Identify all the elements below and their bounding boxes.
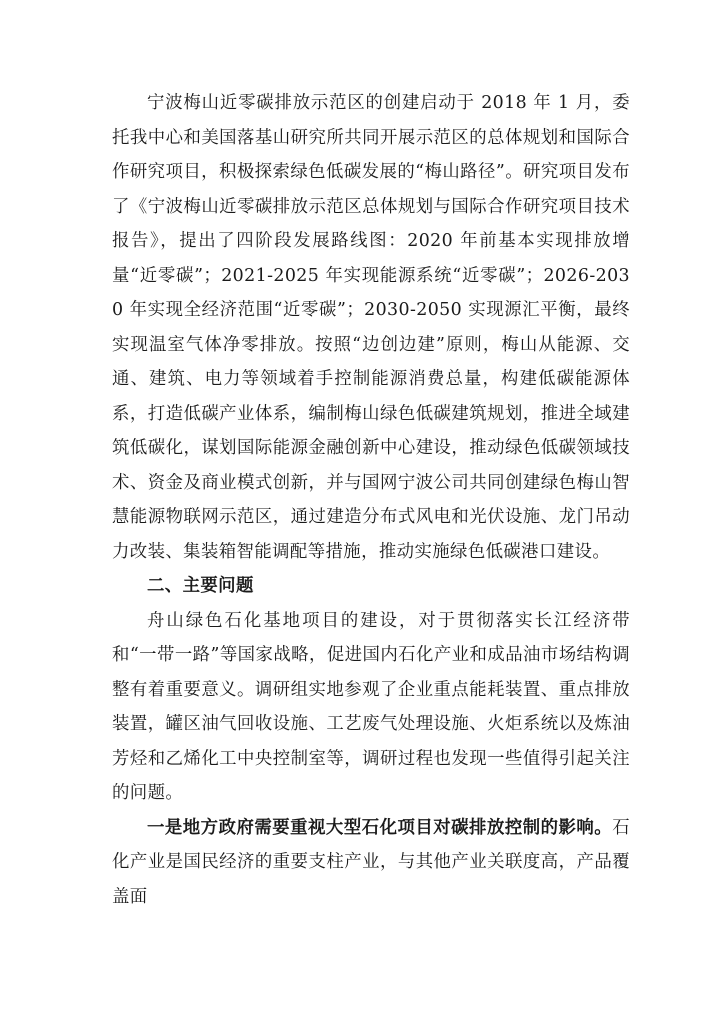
first-issue-body: 石化产业是国民经济的重要支柱产业，与其他产业关联度高，产品覆盖面 [112, 817, 630, 907]
paragraph-zhoushan-petrochemical: 舟山绿色石化基地项目的建设，对于贯彻落实长江经济带和“一带一路”等国家战略，促进国内石化产业和成品油市场结构调整有着重要意义。调研组实地参观了企业重点能耗装置、重点排放装置，罐区油气回收设施、工艺废气处理设施、火炬系统以及炼油芳烃和乙烯化工中央控制室等，调研过程也发现一些值得引起关注的问题。 [112, 610, 630, 803]
document-page [112, 86, 630, 914]
section-heading-main-problems: 二、主要问题 [147, 576, 254, 596]
paragraph-meishan-demo-zone: 宁波梅山近零碳排放示范区的创建启动于 2018 年 1 月，委托我中心和美国落基山研究所共同开展示范区的总体规划和国际合作研究项目，积极探索绿色低碳发展的“梅山路径”。研究项目发布了《宁波梅山近零碳排放示范区总体规划与国际合作研究项目技术报告》，提出了四阶段发展路线图：2020 年前基本实现排放增量“近零碳”；2021-2025 年实现能源系统“近零碳”；2026-2030 年实现全经济范围“近零碳”；2030-2050 实现源汇平衡，最终实现温室气体净零排放。按照“边创边建”原则，梅山从能源、交通、建筑、电力等领域着手控制能源消费总量，构建低碳能源体系，打造低碳产业体系，编制梅山绿色低碳建筑规划，推进全域建筑低碳化，谋划国际能源金融创新中心建设，推动绿色低碳领域技术、资金及商业模式创新，并与国网宁波公司共同创建绿色梅山智慧能源物联网示范区，通过建造分布式风电和光伏设施、龙门吊动力改装、集装箱智能调配等措施，推动实施绿色低碳港口建设。 [112, 93, 630, 562]
first-issue-lead: 一是地方政府需要重视大型石化项目对碳排放控制的影响。 [147, 817, 613, 838]
paragraph-first-issue [112, 811, 630, 915]
